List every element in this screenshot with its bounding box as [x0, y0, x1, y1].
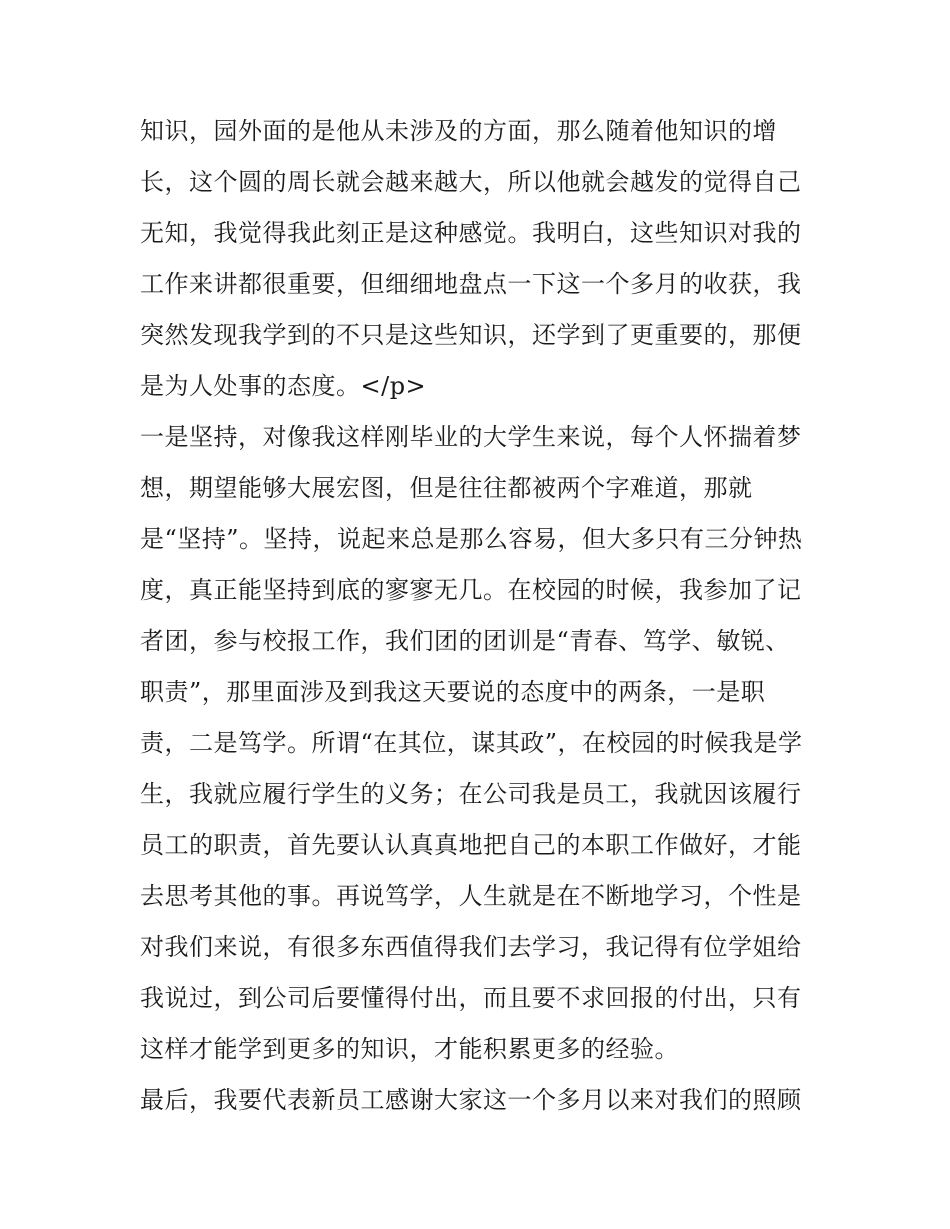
text-line: 知识，园外面的是他从未涉及的方面，那么随着他知识的增 — [140, 117, 777, 145]
text-line: 工作来讲都很重要，但细细地盘点一下这一个多月的收获，我 — [140, 270, 802, 298]
text-line: 这样才能学到更多的知识，才能积累更多的经验。 — [140, 1035, 679, 1063]
text-line: 是“坚持”。坚持，说起来总是那么容易，但大多只有三分钟热 — [140, 525, 803, 553]
paragraph — [140, 106, 820, 412]
text-line: 我说过，到公司后要懂得付出，而且要不求回报的付出，只有 — [140, 984, 802, 1012]
text-line: 去思考其他的事。再说笃学，人生就是在不断地学习，个性是 — [140, 882, 802, 910]
text-line: 度，真正能坚持到底的寥寥无几。在校园的时候，我参加了记 — [140, 576, 802, 604]
text-line: 是为人处事的态度。</p> — [140, 372, 427, 400]
text-line: 对我们来说，有很多东西值得我们去学习，我记得有位学姐给 — [140, 933, 802, 961]
document-body — [140, 106, 820, 1126]
text-line: 长，这个圆的周长就会越来越大，所以他就会越发的觉得自己 — [140, 168, 802, 196]
text-line: 想，期望能够大展宏图，但是往往都被两个字难道，那就 — [140, 474, 753, 502]
text-line: 员工的职责，首先要认认真真地把自己的本职工作做好，才能 — [140, 831, 802, 859]
text-line: 最后，我要代表新员工感谢大家这一个多月以来对我们的照顾 — [140, 1086, 802, 1114]
text-line: 一是坚持，对像我这样刚毕业的大学生来说，每个人怀揣着梦 — [140, 423, 802, 451]
paragraph — [140, 412, 820, 1075]
text-line: 无知，我觉得我此刻正是这种感觉。我明白，这些知识对我的 — [140, 219, 802, 247]
text-line: 职责”，那里面涉及到我这天要说的态度中的两条，一是职 — [140, 678, 766, 706]
text-line: 生，我就应履行学生的义务；在公司我是员工，我就因该履行 — [140, 780, 802, 808]
paragraph — [140, 1075, 820, 1126]
text-line: 者团，参与校报工作，我们团的团训是“青春、笃学、敏锐、 — [140, 627, 790, 655]
text-line: 责，二是笃学。所谓“在其位，谋其政”，在校园的时候我是学 — [140, 729, 803, 757]
text-line: 突然发现我学到的不只是这些知识，还学到了更重要的，那便 — [140, 321, 802, 349]
